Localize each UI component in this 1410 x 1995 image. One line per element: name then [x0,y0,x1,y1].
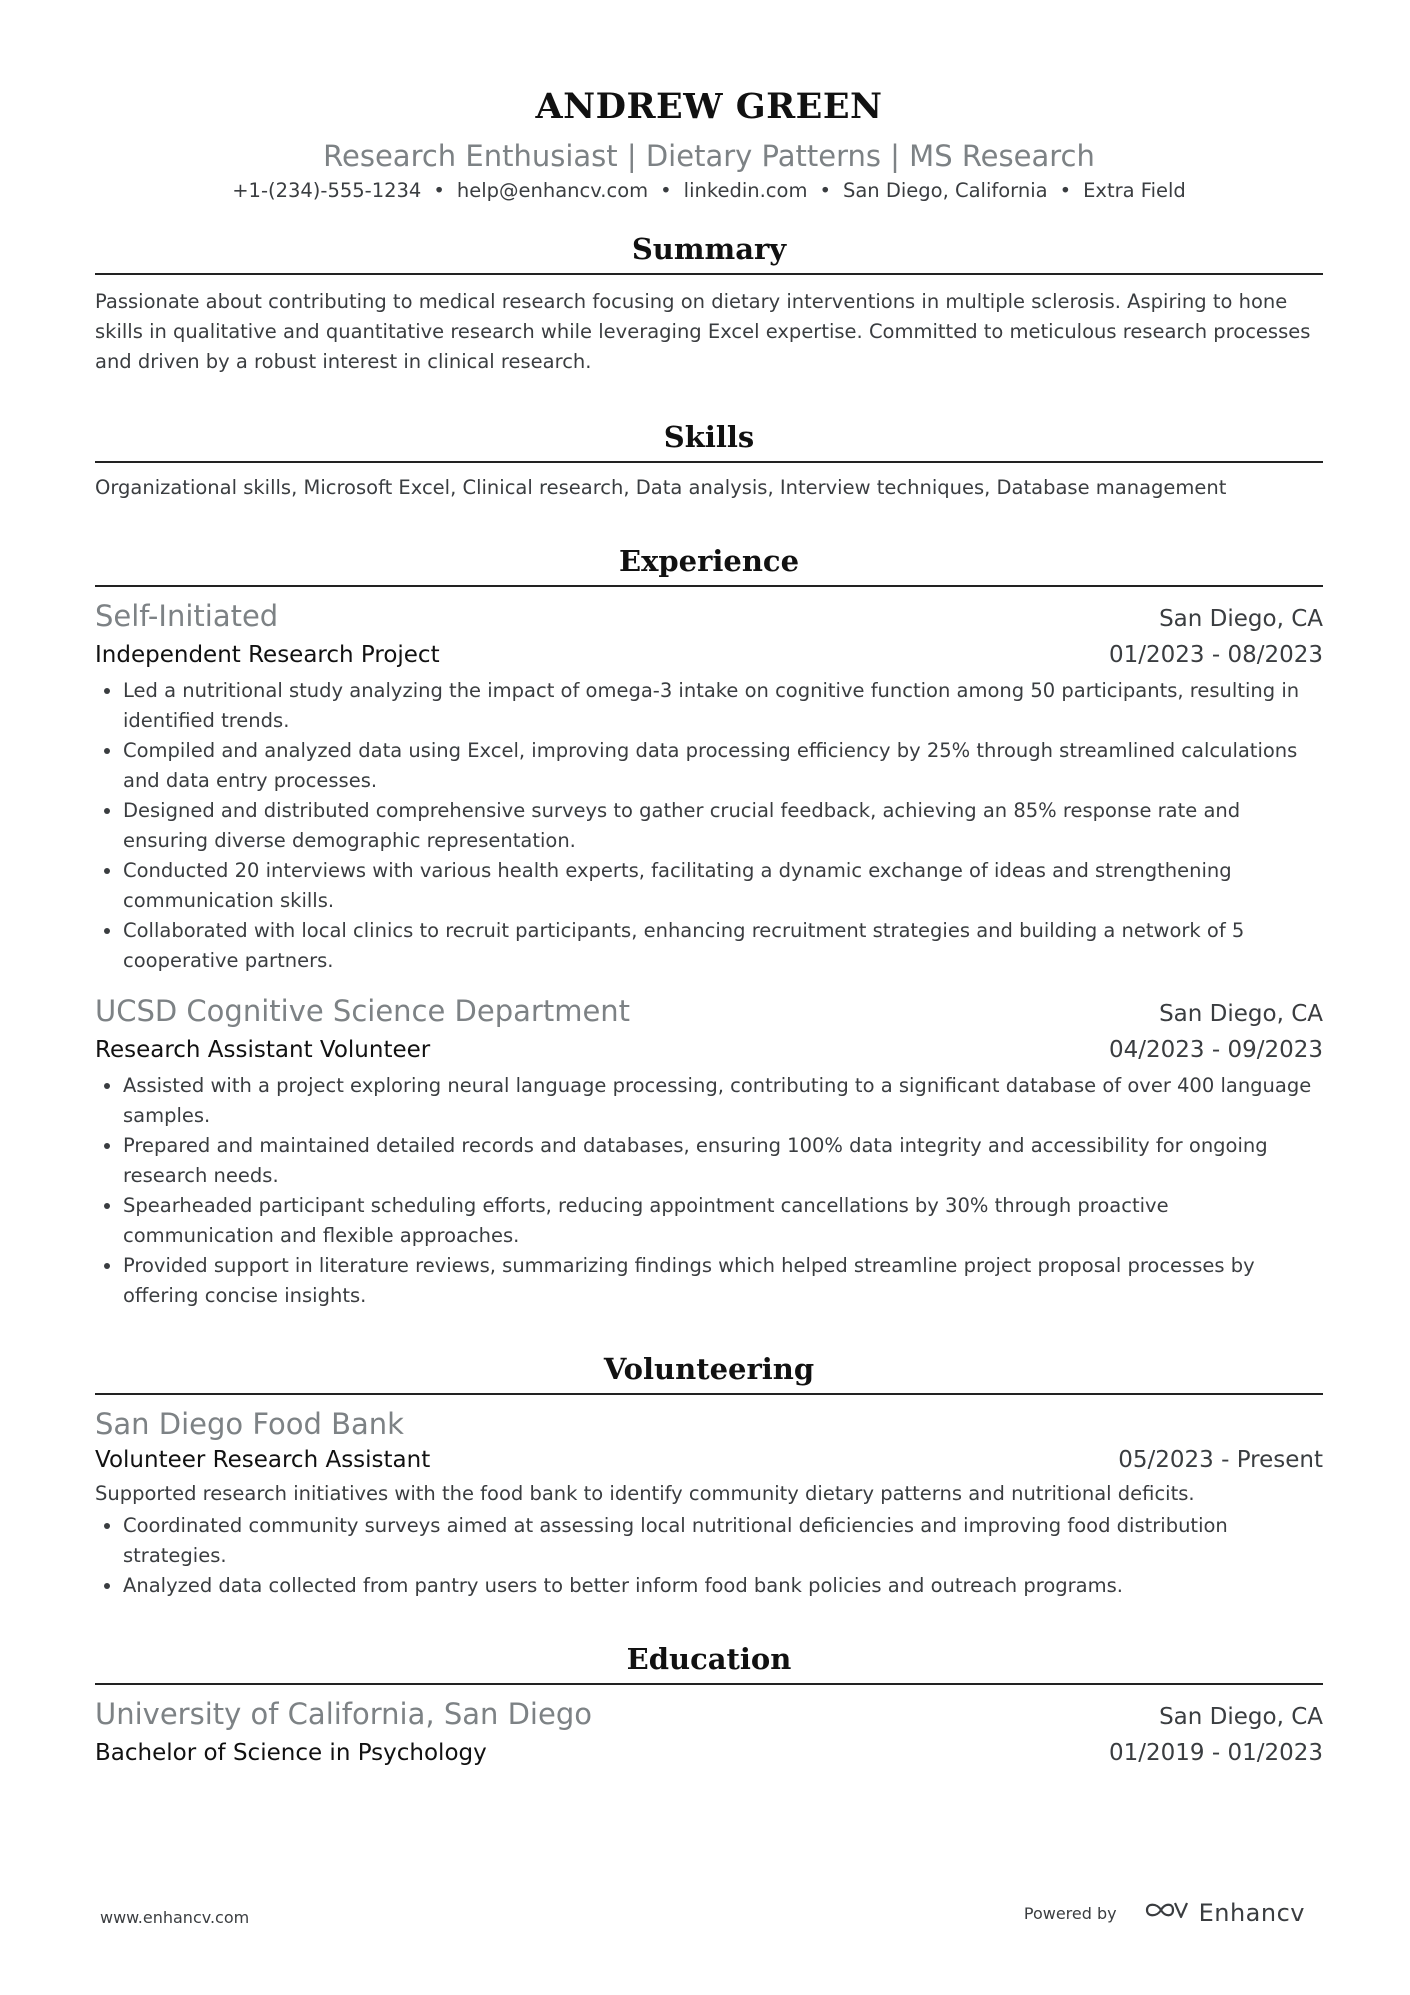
experience-role: Independent Research Project [95,642,440,668]
list-item: • Coordinated community surveys aimed at assessing local nutritional deficiencies and improving food distribution strategies. [123,1511,1323,1571]
enhancv-brand[interactable] [1143,1898,1305,1928]
list-item: • Designed and distributed comprehensive surveys to gather crucial feedback, achieving an 85% response rate and ensuring diverse demographic representation. [123,796,1323,856]
education-entry [95,1695,1323,1770]
experience-bullets [95,676,1323,976]
experience-location: San Diego, CA [1159,1001,1323,1027]
enhancv-brand-name: Enhancv [1198,1899,1305,1927]
education-degree: Bachelor of Science in Psychology [95,1740,487,1766]
contact-separator: • [660,179,672,202]
experience-section [95,539,1323,1311]
powered-by-label: Powered by [1023,1903,1117,1923]
experience-role: Research Assistant Volunteer [95,1037,431,1063]
contact-separator: • [433,179,445,202]
experience-entry [95,597,1323,976]
contact-location: San Diego, California [842,179,1048,202]
footer-website[interactable]: www.enhancv.com [100,1908,250,1927]
summary-text: Passionate about contributing to medical research focusing on dietary interventions in multiple sclerosis. Aspiring to hone skills in qualitative and quantitative research while leveraging Excel expertise. Committed to meticulous research processes and driven by a robust interest in clinical research. [95,290,1311,373]
list-item: • Compiled and analyzed data using Excel, improving data processing efficiency by 25% through streamlined calculations and data entry processes. [123,736,1323,796]
list-item: • Led a nutritional study analyzing the impact of omega-3 intake on cognitive function among 50 participants, resulting in identified trends. [123,676,1323,736]
enhancv-logo-icon [1143,1898,1191,1928]
candidate-name: ANDREW GREEN [535,86,883,127]
section-title-skills: Skills [95,415,1323,463]
section-title-education: Education [95,1637,1323,1685]
contact-phone: +1-(234)-555-1234 [232,179,422,202]
volunteering-description: Supported research initiatives with the food bank to identify community dietary patterns and nutritional deficits. [95,1482,1195,1505]
contact-separator: • [819,179,831,202]
list-item: • Prepared and maintained detailed records and databases, ensuring 100% data integrity and accessibility for ongoing research needs. [123,1131,1323,1191]
education-section [95,1637,1323,1770]
experience-dates: 04/2023 - 09/2023 [1108,1037,1323,1063]
list-item: • Collaborated with local clinics to recruit participants, enhancing recruitment strategies and building a network of 5 cooperative partners. [123,916,1323,976]
list-item: • Provided support in literature reviews, summarizing findings which helped streamline project proposal processes by offering concise insights. [123,1251,1323,1311]
experience-org: UCSD Cognitive Science Department [95,994,631,1028]
education-dates: 01/2019 - 01/2023 [1108,1740,1323,1766]
experience-bullets [95,1071,1323,1311]
footer-branding [1024,1898,1305,1928]
contact-separator: • [1059,179,1072,202]
volunteering-role: Volunteer Research Assistant [95,1447,431,1473]
contact-linkedin[interactable]: linkedin.com [683,179,808,202]
list-item: • Spearheaded participant scheduling efforts, reducing appointment cancellations by 30% through proactive communication and flexible approaches. [123,1191,1323,1251]
experience-dates: 01/2023 - 08/2023 [1108,642,1323,668]
contact-email[interactable]: help@enhancv.com [456,179,649,202]
volunteering-section [95,1347,1323,1601]
list-item: • Conducted 20 interviews with various health experts, facilitating a dynamic exchange of ideas and strengthening communication skills. [123,856,1323,916]
education-school: University of California, San Diego [95,1697,592,1731]
candidate-tagline: Research Enthusiast | Dietary Patterns | MS Research [323,139,1095,173]
volunteering-bullets [95,1511,1323,1601]
volunteering-dates: 05/2023 - Present [1118,1447,1323,1473]
skills-text: Organizational skills, Microsoft Excel, Clinical research, Data analysis, Interview techniques, Database management [95,476,1227,499]
section-title-experience: Experience [95,539,1323,587]
section-title-summary: Summary [95,227,1323,275]
list-item: • Assisted with a project exploring neural language processing, contributing to a significant database of over 400 language samples. [123,1071,1323,1131]
volunteering-org: San Diego Food Bank [95,1407,404,1441]
section-title-volunteering: Volunteering [95,1347,1323,1395]
experience-entry [95,992,1323,1311]
experience-location: San Diego, CA [1159,606,1323,632]
skills-section [95,415,1323,503]
experience-org: Self-Initiated [95,599,279,633]
volunteering-entry [95,1405,1323,1601]
contact-extra: Extra Field [1083,179,1186,202]
list-item: • Analyzed data collected from pantry users to better inform food bank policies and outreach programs. [123,1571,1323,1601]
education-location: San Diego, CA [1159,1704,1323,1730]
contact-line [95,177,1323,205]
summary-section [95,227,1323,377]
resume-page [95,80,1323,1770]
